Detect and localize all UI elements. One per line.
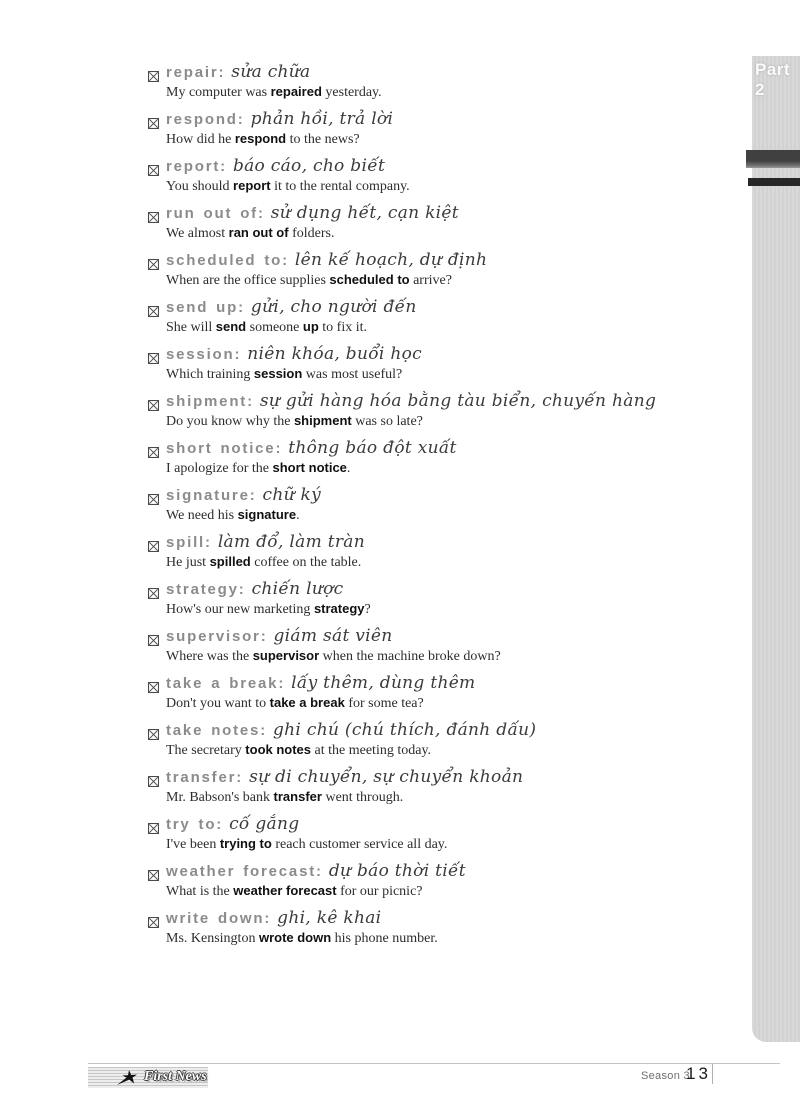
- entry-term: write down:: [166, 910, 272, 927]
- entry-term: take a break:: [166, 675, 286, 692]
- page-number: 13: [686, 1064, 711, 1083]
- entry-translation: cố gắng: [229, 814, 300, 834]
- vocab-entry: [148, 203, 718, 242]
- checkbox-icon: [148, 114, 159, 125]
- entry-translation: ghi chú (chú thích, đánh dấu): [273, 720, 537, 740]
- vocab-entry: [148, 438, 718, 477]
- entry-example-sentence: How did he respond to the news?: [166, 131, 360, 147]
- entry-example-sentence: We almost ran out of folders.: [166, 225, 335, 241]
- checkbox-icon: [148, 725, 159, 736]
- entry-example-sentence: How's our new marketing strategy?: [166, 601, 371, 617]
- entry-translation: báo cáo, cho biết: [232, 156, 386, 176]
- checkbox-icon: [148, 537, 159, 548]
- star-icon: [116, 1069, 142, 1091]
- entry-term: try to:: [166, 816, 224, 833]
- entry-translation: sự gửi hàng hóa bằng tàu biển, chuyến hàng: [259, 391, 657, 411]
- entry-headline: [148, 344, 718, 365]
- entry-headline: [148, 626, 718, 647]
- entry-example-sentence: Which training session was most useful?: [166, 366, 403, 382]
- entry-headline: [148, 720, 718, 741]
- entry-term: take notes:: [166, 722, 267, 739]
- entry-headline: [148, 814, 718, 835]
- entry-translation: gửi, cho người đến: [250, 297, 417, 317]
- publisher-name: First News: [144, 1069, 207, 1084]
- vocabulary-list: [148, 56, 718, 955]
- entry-headline: [148, 156, 718, 177]
- publisher-logo: [88, 1067, 208, 1088]
- vocab-entry: [148, 391, 718, 430]
- entry-headline: [148, 391, 718, 412]
- entry-example-sentence: You should report it to the rental company.: [166, 178, 410, 194]
- vocab-entry: [148, 673, 718, 712]
- checkbox-icon: [148, 913, 159, 924]
- entry-example-sentence: I've been trying to reach customer service all day.: [166, 836, 448, 852]
- entry-example-sentence: The secretary took notes at the meeting today.: [166, 742, 432, 758]
- vocab-entry: [148, 861, 718, 900]
- season-label: Season 3: [641, 1070, 690, 1082]
- part-tab-strip: [752, 56, 800, 1042]
- entry-headline: [148, 673, 718, 694]
- checkbox-icon: [148, 161, 159, 172]
- entry-term: send up:: [166, 299, 245, 316]
- entry-term: transfer:: [166, 769, 244, 786]
- entry-translation: lên kế hoạch, dự định: [294, 250, 488, 270]
- section-marker-bar: [746, 150, 800, 168]
- entry-term: respond:: [166, 111, 245, 128]
- entry-term: scheduled to:: [166, 252, 289, 269]
- vocab-entry: [148, 344, 718, 383]
- vocab-entry: [148, 814, 718, 853]
- checkbox-icon: [148, 208, 159, 219]
- vocab-entry: [148, 579, 718, 618]
- footer-rule: [88, 1063, 780, 1064]
- vocab-entry: [148, 626, 718, 665]
- entry-headline: [148, 109, 718, 130]
- checkbox-icon: [148, 866, 159, 877]
- vocab-entry: [148, 297, 718, 336]
- entry-term: short notice:: [166, 440, 283, 457]
- entry-term: session:: [166, 346, 242, 363]
- entry-example-sentence: When are the office supplies scheduled to arrive?: [166, 272, 452, 288]
- entry-translation: sử dụng hết, cạn kiệt: [270, 203, 459, 223]
- entry-translation: sửa chữa: [231, 62, 311, 82]
- entry-example-sentence: She will send someone up to fix it.: [166, 319, 368, 335]
- checkbox-icon: [148, 443, 159, 454]
- entry-headline: [148, 250, 718, 271]
- entry-translation: lấy thêm, dùng thêm: [291, 673, 476, 693]
- entry-headline: [148, 767, 718, 788]
- entry-translation: giám sát viên: [273, 626, 393, 646]
- entry-example-sentence: He just spilled coffee on the table.: [166, 554, 362, 570]
- entry-translation: dự báo thời tiết: [328, 861, 466, 881]
- vocab-entry: [148, 62, 718, 101]
- vocab-entry: [148, 250, 718, 289]
- vocab-entry: [148, 720, 718, 759]
- entry-example-sentence: Where was the supervisor when the machine broke down?: [166, 648, 501, 664]
- entry-term: repair:: [166, 64, 226, 81]
- entry-translation: làm đổ, làm tràn: [217, 532, 365, 552]
- entry-example-sentence: What is the weather forecast for our picnic?: [166, 883, 423, 899]
- entry-translation: chiến lược: [251, 579, 344, 599]
- checkbox-icon: [148, 349, 159, 360]
- vocab-entry: [148, 156, 718, 195]
- entry-headline: [148, 62, 718, 83]
- entry-headline: [148, 438, 718, 459]
- page-number-divider: [712, 1064, 713, 1084]
- entry-headline: [148, 532, 718, 553]
- entry-term: report:: [166, 158, 227, 175]
- checkbox-icon: [148, 678, 159, 689]
- entry-example-sentence: Don't you want to take a break for some tea?: [166, 695, 424, 711]
- entry-translation: chữ ký: [262, 485, 322, 505]
- entry-headline: [148, 579, 718, 600]
- checkbox-icon: [148, 772, 159, 783]
- entry-term: strategy:: [166, 581, 246, 598]
- checkbox-icon: [148, 67, 159, 78]
- entry-headline: [148, 297, 718, 318]
- entry-term: shipment:: [166, 393, 254, 410]
- checkbox-icon: [148, 302, 159, 313]
- vocab-entry: [148, 109, 718, 148]
- vocab-entry: [148, 532, 718, 571]
- entry-term: spill:: [166, 534, 212, 551]
- entry-headline: [148, 485, 718, 506]
- checkbox-icon: [148, 584, 159, 595]
- entry-translation: phản hồi, trả lời: [250, 109, 394, 129]
- entry-term: run out of:: [166, 205, 265, 222]
- entry-example-sentence: Do you know why the shipment was so late?: [166, 413, 423, 429]
- entry-example-sentence: We need his signature.: [166, 507, 300, 523]
- section-marker-bar-thin: [748, 178, 800, 186]
- entry-translation: ghi, kê khai: [277, 908, 382, 928]
- part-label: Part 2: [755, 60, 791, 99]
- entry-example-sentence: My computer was repaired yesterday.: [166, 84, 382, 100]
- entry-headline: [148, 908, 718, 929]
- checkbox-icon: [148, 490, 159, 501]
- entry-term: signature:: [166, 487, 257, 504]
- entry-translation: thông báo đột xuất: [288, 438, 457, 458]
- entry-example-sentence: I apologize for the short notice.: [166, 460, 351, 476]
- checkbox-icon: [148, 396, 159, 407]
- entry-translation: niên khóa, buổi học: [247, 344, 422, 364]
- vocab-entry: [148, 485, 718, 524]
- vocab-entry: [148, 767, 718, 806]
- checkbox-icon: [148, 631, 159, 642]
- checkbox-icon: [148, 819, 159, 830]
- entry-headline: [148, 861, 718, 882]
- entry-term: supervisor:: [166, 628, 268, 645]
- entry-example-sentence: Mr. Babson's bank transfer went through.: [166, 789, 404, 805]
- entry-translation: sự di chuyển, sự chuyển khoản: [249, 767, 524, 787]
- entry-headline: [148, 203, 718, 224]
- entry-term: weather forecast:: [166, 863, 323, 880]
- entry-example-sentence: Ms. Kensington wrote down his phone number.: [166, 930, 438, 946]
- vocab-entry: [148, 908, 718, 947]
- checkbox-icon: [148, 255, 159, 266]
